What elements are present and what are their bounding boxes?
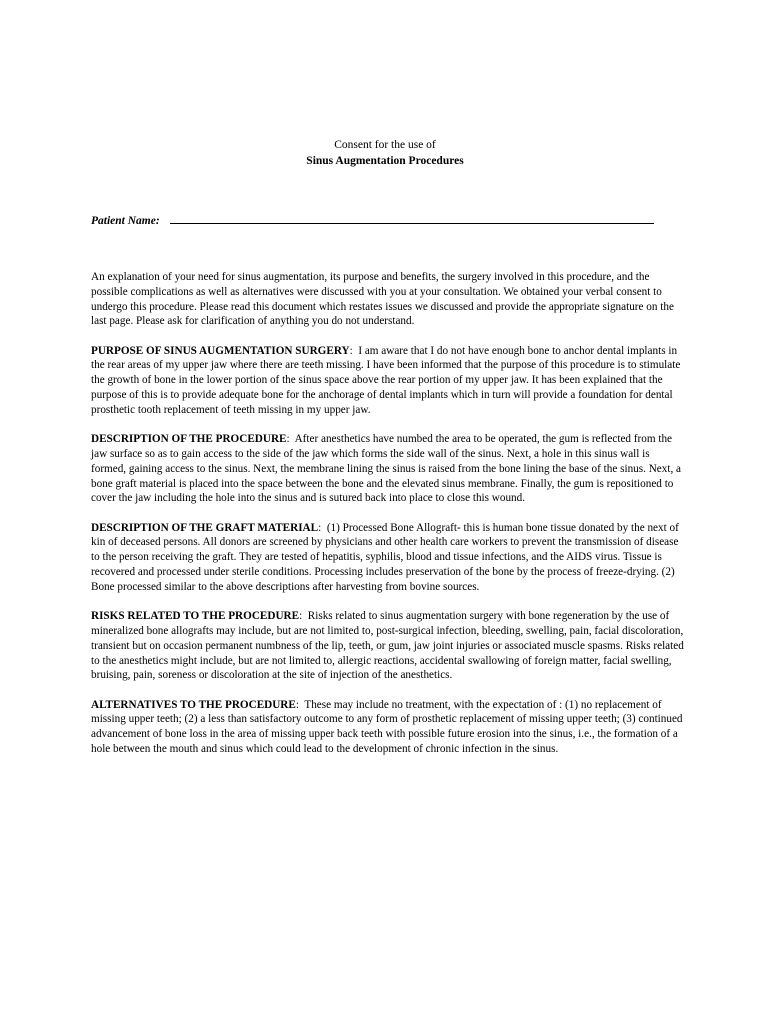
section-title: ALTERNATIVES TO THE PROCEDURE — [91, 698, 296, 711]
section-text: After anesthetics have numbed the area to be operated, the gum is reflected from the jaw surface so as to gain access to the side of the jaw which forms the side wall of the sinus. Next, a hole in this sinus wall is formed, gaining access to the sinus. Next, the membrane lining the sinus is raised from the bone lining the base of the sinus. Next, a bone graft material is placed into the space between the bone and the elevated sinus membrane. Finally, the gum is repositioned to cover the jaw including the hole into the sinus and is sutured back into place to close this wound. — [91, 433, 682, 505]
section-title: DESCRIPTION OF THE GRAFT MATERIAL — [91, 521, 319, 534]
intro-paragraph: An explanation of your need for sinus augmentation, its purpose and benefits, the surgery involved in this procedure, and the possible complications as well as alternatives were discussed with you at your consultation. We obtained your verbal consent to undergo this procedure. Please read this document which restates issues we discussed and provide the appropriate signature on the last page. Please ask for clarification of anything you do not understand. — [91, 271, 674, 328]
document-heading-line1: Consent for the use of — [334, 139, 436, 151]
section-purpose: PURPOSE OF SINUS AUGMENTATION SURGERY: I am aware that I do not have enough bone to anchor dental implants in the rear areas of my upper jaw where there are teeth missing. I have been informed that the purpose of this procedure is to stimulate the growth of bone in the lower portion of the sinus space above the rear portion of my upper jaw. It has been explained that the purpose of this is to provide adequate bone for the anchorage of dental implants which in turn will provide a foundation for dental prosthetic tooth replacement of teeth missing in my upper jaw. — [91, 344, 681, 416]
section-procedure: DESCRIPTION OF THE PROCEDURE: After anesthetics have numbed the area to be operated, the gum is reflected from the jaw surface so as to gain access to the side of the jaw which forms the side wall of the sinus. Next, a hole in this sinus wall is formed, gaining access to the sinus. Next, the membrane lining the sinus is raised from the bone lining the base of the sinus. Next, a bone graft material is placed into the space between the bone and the elevated sinus membrane. Finally, the gum is repositioned to cover the jaw including the hole into the sinus and is sutured back into place to close this wound. — [91, 433, 682, 505]
section-alternatives: ALTERNATIVES TO THE PROCEDURE: These may include no treatment, with the expectation of : (1) no replacement of missing upper teeth; (2) a less than satisfactory outcome to any form of prosthetic replacement of missing upper teeth; (3) continued advancement of bone loss in the area of missing upper back teeth with possible future erosion into the sinus, i.e., the formation of a hole between the mouth and sinus which could lead to the development of chronic infection in the sinus. — [91, 698, 683, 756]
patient-name-field[interactable] — [170, 212, 654, 224]
section-text: (1) Processed Bone Allograft- this is human bone tissue donated by the next of kin of deceased persons. All donors are screened by physicians and other health care workers to prevent the transmission of disease to the person receiving the graft. They are tested of hepatitis, syphilis, blood and tissue infections, and the AIDS virus. Tissue is recovered and processed under sterile conditions. Processing includes preservation of the bone by the process of freeze-drying. (2) Bone processed similar to the above descriptions after harvesting from bovine sources. — [91, 521, 679, 593]
document-body — [91, 270, 684, 771]
patient-name-row — [91, 212, 671, 229]
section-risks: RISKS RELATED TO THE PROCEDURE: Risks related to sinus augmentation surgery with bone regeneration by the use of mineralized bone allografts may include, but are not limited to, post-surgical infection, bleeding, swelling, pain, facial discoloration, transient but on occasion permanent numbness of the lip, teeth, or gum, jaw joint injuries or associated muscle spasms. Risks related to the anesthetics might include, but are not limited to, allergic reactions, accidental swallowing of foreign matter, facial swelling, bruising, pain, soreness or discoloration at the site of injection of the anesthetics. — [91, 610, 684, 682]
patient-name-label: Patient Name: — [91, 215, 160, 227]
section-title: PURPOSE OF SINUS AUGMENTATION SURGERY — [91, 344, 350, 357]
section-title: DESCRIPTION OF THE PROCEDURE — [91, 433, 287, 446]
section-text: These may include no treatment, with the expectation of : (1) no replacement of missing upper teeth; (2) a less than satisfactory outcome to any form of prosthetic replacement of missing upper teeth; (3) continued advancement of bone loss in the area of missing upper back teeth with possible future erosion into the sinus, i.e., the formation of a hole between the mouth and sinus which could lead to the development of chronic infection in the sinus. — [91, 698, 683, 756]
section-text: Risks related to sinus augmentation surgery with bone regeneration by the use of mineralized bone allografts may include, but are not limited to, post-surgical infection, bleeding, swelling, pain, facial discoloration, transient but on occasion permanent numbness of the lip, teeth, or gum, jaw joint injuries or associated muscle spasms. Risks related to the anesthetics might include, but are not limited to, allergic reactions, accidental swallowing of foreign matter, facial swelling, bruising, pain, soreness or discoloration at the site of injection of the anesthetics. — [91, 610, 684, 682]
section-title: RISKS RELATED TO THE PROCEDURE — [91, 610, 300, 623]
section-text: I am aware that I do not have enough bone to anchor dental implants in the rear areas of my upper jaw where there are teeth missing. I have been informed that the purpose of this procedure is to stimulate the growth of bone in the lower portion of the sinus space above the rear portion of my upper jaw. It has been explained that the purpose of this is to provide adequate bone for the anchorage of dental implants which in turn will provide a foundation for dental prosthetic tooth replacement of teeth missing in my upper jaw. — [91, 344, 681, 416]
section-graft-material: DESCRIPTION OF THE GRAFT MATERIAL: (1) Processed Bone Allograft- this is human bone tissue donated by the next of kin of deceased persons. All donors are screened by physicians and other health care workers to prevent the transmission of disease to the person receiving the graft. They are tested of hepatitis, syphilis, blood and tissue infections, and the AIDS virus. Tissue is recovered and processed under sterile conditions. Processing includes preservation of the bone by the process of freeze-drying. (2) Bone processed similar to the above descriptions after harvesting from bovine sources. — [91, 521, 679, 593]
document-title: Sinus Augmentation Procedures — [306, 155, 464, 167]
